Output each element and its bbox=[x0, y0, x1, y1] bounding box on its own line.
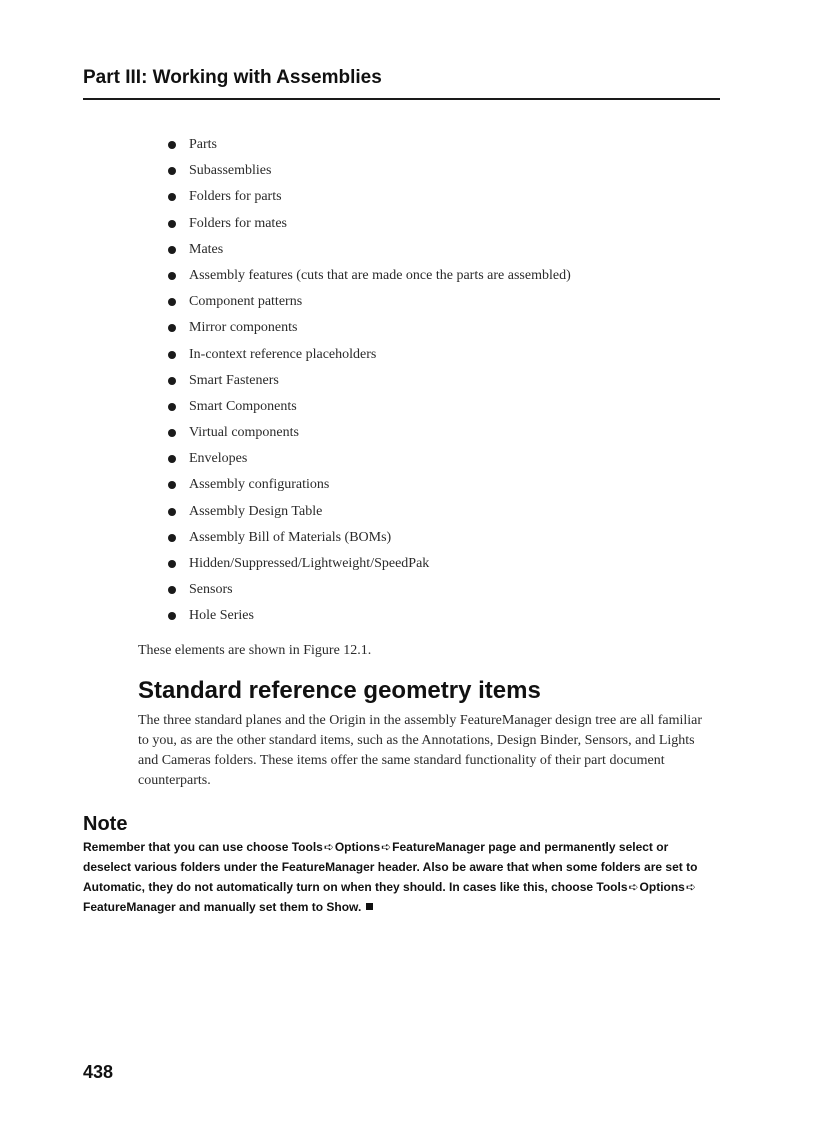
bullet-icon bbox=[168, 508, 176, 516]
bullet-icon bbox=[168, 246, 176, 254]
note-text: Options bbox=[334, 840, 381, 854]
bullet-icon bbox=[168, 560, 176, 568]
note-body bbox=[83, 837, 715, 917]
bullet-icon bbox=[168, 377, 176, 385]
bullet-icon bbox=[168, 534, 176, 542]
note-line-2: deselect various folders under the FeatureManager header. Also be aware that when some folders are set to bbox=[83, 860, 698, 874]
list-item-text: Sensors bbox=[189, 582, 233, 598]
list-item-text: Assembly configurations bbox=[189, 477, 330, 493]
list-item-text: Assembly Bill of Materials (BOMs) bbox=[189, 529, 392, 545]
bullet-icon bbox=[168, 455, 176, 463]
bullet-icon bbox=[168, 403, 176, 411]
list-item-text: Parts bbox=[189, 137, 217, 152]
menu-arrow-icon: ➪ bbox=[381, 840, 392, 854]
bullet-icon bbox=[168, 272, 176, 280]
menu-arrow-icon: ➪ bbox=[628, 880, 639, 894]
note-text: Options bbox=[639, 880, 685, 894]
bullet-icon bbox=[168, 612, 176, 620]
list-item-text: Mirror components bbox=[189, 320, 298, 336]
running-header-title: Part III: Working with Assemblies bbox=[83, 67, 382, 88]
bullet-icon bbox=[168, 586, 176, 594]
menu-arrow-icon: ➪ bbox=[685, 880, 696, 894]
bullet-icon bbox=[168, 429, 176, 437]
list-item-text: Envelopes bbox=[189, 451, 248, 467]
running-header bbox=[83, 66, 720, 100]
note-line-4 bbox=[83, 897, 715, 917]
figure-reference-text: These elements are shown in Figure 12.1. bbox=[138, 643, 372, 658]
note-label: Note bbox=[83, 813, 128, 835]
list-item-text: Component patterns bbox=[189, 294, 303, 310]
note-text: Automatic, they do not automatically turn on when they should. In cases like this, choose Tools bbox=[83, 880, 628, 894]
bullet-icon bbox=[168, 324, 176, 332]
bullet-icon bbox=[168, 141, 176, 149]
list-item-text: In-context reference placeholders bbox=[189, 346, 377, 362]
list-item-text: Hole Series bbox=[189, 608, 254, 624]
bullet-icon bbox=[168, 193, 176, 201]
list-item-text: Subassemblies bbox=[189, 163, 272, 179]
note-text: Remember that you can use choose Tools bbox=[83, 840, 323, 854]
list-item-text: Assembly features (cuts that are made once the parts are assembled) bbox=[189, 267, 571, 283]
list-item-text: Folders for mates bbox=[189, 215, 287, 231]
list-item-text: Hidden/Suppressed/Lightweight/SpeedPak bbox=[189, 556, 430, 571]
end-of-note-square-icon bbox=[366, 903, 373, 910]
list-item-text: Folders for parts bbox=[189, 189, 282, 205]
list-item-text: Smart Components bbox=[189, 398, 297, 414]
list-item-text: Smart Fasteners bbox=[189, 372, 279, 388]
bullet-icon bbox=[168, 481, 176, 489]
bullet-icon bbox=[168, 351, 176, 359]
page-number: 438 bbox=[83, 1062, 114, 1082]
note-text: FeatureManager and manually set them to Show. bbox=[83, 900, 362, 914]
note-line-3 bbox=[83, 877, 715, 897]
list-item-text: Virtual components bbox=[189, 425, 299, 441]
bullet-icon bbox=[168, 298, 176, 306]
bullet-icon bbox=[168, 167, 176, 175]
list-item-text: Assembly Design Table bbox=[189, 503, 323, 519]
note-text: FeatureManager page and permanently select or bbox=[392, 840, 669, 854]
section-heading: Standard reference geometry items bbox=[138, 677, 541, 704]
section-body-paragraph: The three standard planes and the Origin in the assembly FeatureManager design tree are all familiar to you, as are the other standard items, such as the Annotations, Design Binder, Sensors, and Lights and Cameras folders. These items offer the same standard functionality of their part document counterparts. bbox=[138, 713, 703, 788]
note-line-1 bbox=[83, 837, 715, 857]
bullet-icon bbox=[168, 220, 176, 228]
menu-arrow-icon: ➪ bbox=[323, 840, 334, 854]
list-item-text: Mates bbox=[189, 241, 224, 257]
